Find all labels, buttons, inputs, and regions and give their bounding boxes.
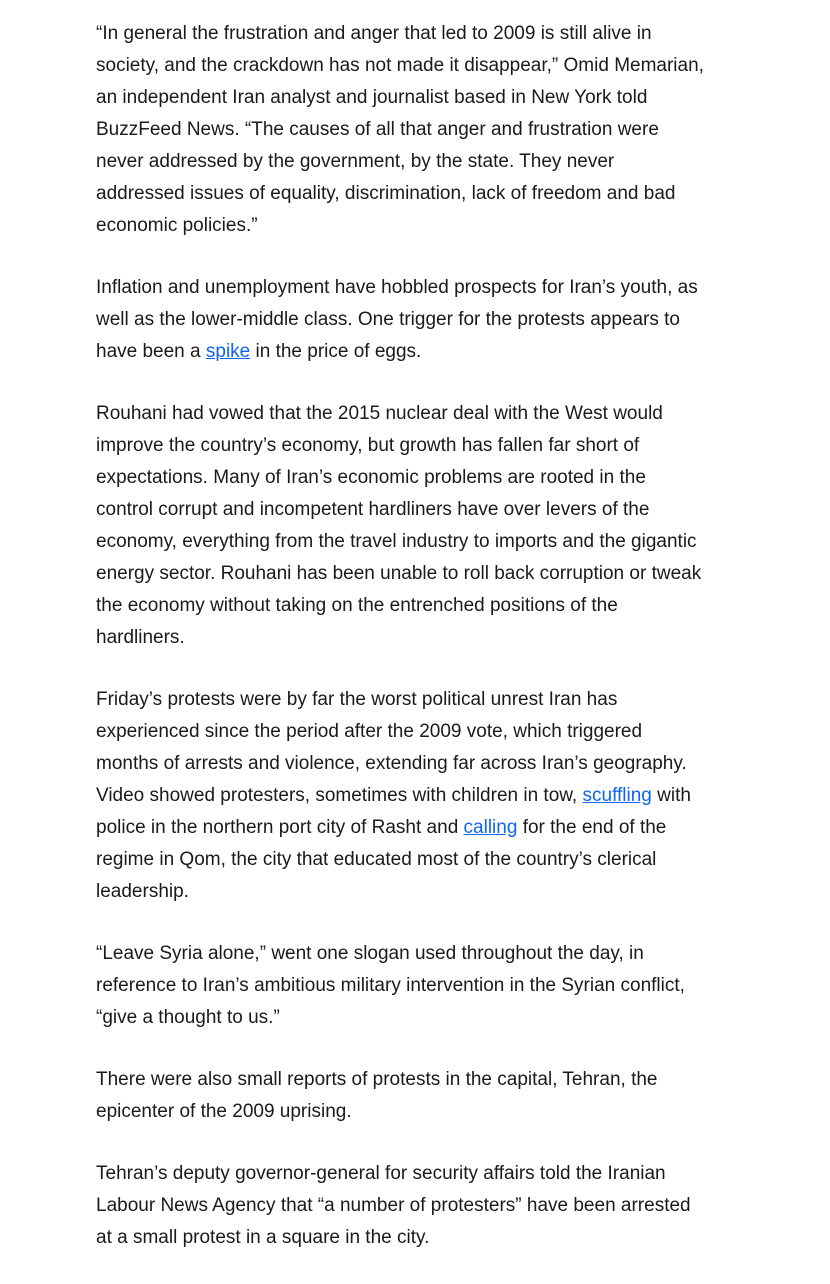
paragraph-text: Tehran’s deputy governor-general for security affairs told the Iranian Labour News Agency that “a number of protesters” have been arrested at a small protest in a square in the city. (96, 1163, 691, 1248)
scuffling-link[interactable]: scuffling (582, 785, 652, 806)
spike-link[interactable]: spike (205, 341, 251, 362)
paragraph-text: “In general the frustration and anger that led to 2009 is still alive in society, and the crackdown has not made it disappear,” Omid Memarian, an independent Iran analyst and journalist based in New York told BuzzFeed News. “The causes of all that anger and frustration were never addressed by the government, by the state. They never addressed issues of equality, discrimination, lack of freedom and bad economic policies.” (96, 23, 704, 236)
paragraph-text: Friday’s protests were by far the worst political unrest Iran has experienced since the period after the 2009 vote, which triggered months of arrests and violence, extending far across Iran’s geography. Video showed protesters, sometimes with children in tow, (96, 689, 687, 806)
article-body (96, 18, 706, 1284)
paragraph-text: Inflation and unemployment have hobbled prospects for Iran’s youth, as well as the lower-middle class. One trigger for the protests appears to have been a (96, 277, 698, 362)
paragraph-memarian-quote (96, 18, 706, 242)
paragraph-friday-protests (96, 684, 706, 908)
paragraph-text: in the price of eggs. (250, 341, 422, 362)
paragraph-inflation (96, 272, 706, 368)
calling-link[interactable]: calling (463, 817, 518, 838)
paragraph-text: for the end of the regime in Qom, the city that educated most of the country’s clerical leadership. (96, 817, 667, 902)
paragraph-text: “Leave Syria alone,” went one slogan used throughout the day, in reference to Iran’s ambitious military intervention in the Syrian conflict, “give a thought to us.” (96, 943, 685, 1028)
paragraph-tehran-reports (96, 1064, 706, 1128)
paragraph-text: There were also small reports of protests in the capital, Tehran, the epicenter of the 2009 uprising. (96, 1069, 658, 1122)
paragraph-arrests (96, 1158, 706, 1254)
paragraph-text: Rouhani had vowed that the 2015 nuclear deal with the West would improve the country’s economy, but growth has fallen far short of expectations. Many of Iran’s economic problems are rooted in the control corrupt and incompetent hardliners have over levers of the economy, everything from the travel industry to imports and the gigantic energy sector. Rouhani has been unable to roll back corruption or tweak the economy without taking on the entrenched positions of the hardliners. (96, 403, 702, 648)
paragraph-syria-slogan (96, 938, 706, 1034)
paragraph-text: with police in the northern port city of Rasht and (96, 785, 691, 838)
paragraph-rouhani (96, 398, 706, 654)
